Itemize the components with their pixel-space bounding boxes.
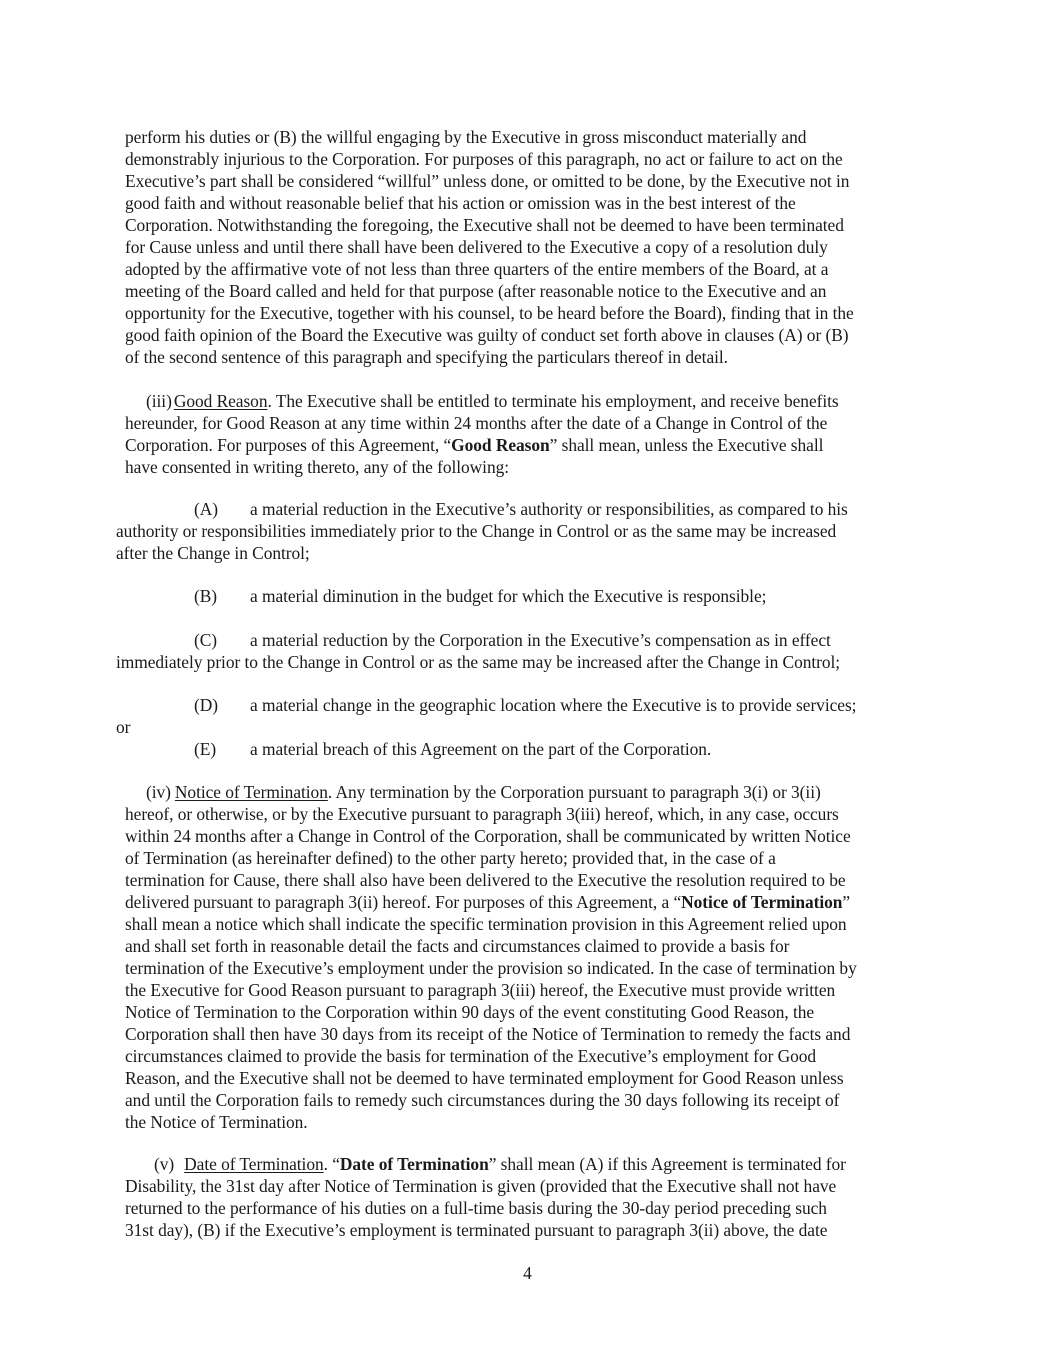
text-line: opportunity for the Executive, together with his counsel, to be heard before the Board), finding that in the: [125, 303, 854, 323]
text-span: . The Executive shall be entitled to terminate his employment, and receive benefits: [267, 391, 839, 411]
text-line: authority or responsibilities immediately prior to the Change in Control or as the same may be increased: [116, 521, 837, 541]
text-line: [146, 390, 839, 412]
text-line: termination of the Executive’s employment under the provision so indicated. In the case of termination by: [125, 958, 857, 978]
defined-term: Good Reason: [451, 435, 550, 455]
defined-term: Notice of Termination: [681, 892, 843, 912]
text-line: and until the Corporation fails to remedy such circumstances during the 30 days following its receipt of: [125, 1090, 840, 1110]
text-span: delivered pursuant to paragraph 3(ii) hereof. For purposes of this Agreement, a “: [125, 892, 682, 912]
text-line: Reason, and the Executive shall not be deemed to have terminated employment for Good Reason unless: [125, 1068, 844, 1088]
clause-label: (C): [194, 630, 218, 650]
text-line: good faith opinion of the Board the Executive was guilty of conduct set forth above in clauses (A) or (B): [125, 325, 849, 345]
clause-label: (A): [194, 499, 218, 519]
text-line: shall mean a notice which shall indicate the specific termination provision in this Agreement relied upon: [125, 914, 847, 934]
text-line: after the Change in Control;: [116, 543, 310, 563]
text-line: perform his duties or (B) the willful engaging by the Executive in gross misconduct materially and: [125, 127, 807, 147]
text-line: hereof, or otherwise, or by the Executive pursuant to paragraph 3(iii) hereof, which, in any case, occurs: [125, 804, 839, 824]
text-line: adopted by the affirmative vote of not less than three quarters of the entire members of the Board, at a: [125, 259, 829, 279]
text-line: the Executive for Good Reason pursuant to paragraph 3(iii) hereof, the Executive must provide written: [125, 980, 836, 1000]
section-number: (v): [154, 1154, 175, 1174]
text-line: [194, 498, 848, 520]
text-line: good faith and without reasonable belief that his action or omission was in the best interest of the: [125, 193, 796, 213]
text-line: [194, 738, 711, 760]
text-line: have consented in writing thereto, any of the following:: [125, 457, 510, 477]
text-line: returned to the performance of his duties on a full-time basis during the 30-day period preceding such: [125, 1198, 827, 1218]
text-span: a material reduction in the Executive’s authority or responsibilities, as compared to his: [250, 499, 848, 519]
text-line: [125, 891, 850, 913]
text-line: [154, 1153, 846, 1175]
clause-label: (B): [194, 586, 218, 606]
text-line: [125, 434, 823, 456]
text-line: hereunder, for Good Reason at any time within 24 months after the date of a Change in Control of the: [125, 413, 828, 433]
text-line: and shall set forth in reasonable detail the facts and circumstances claimed to provide a basis for: [125, 936, 790, 956]
text-line: of the second sentence of this paragraph and specifying the particulars thereof in detail.: [125, 347, 728, 367]
text-line: Corporation shall then have 30 days from its receipt of the Notice of Termination to remedy the facts and: [125, 1024, 851, 1044]
text-line: termination for Cause, there shall also have been delivered to the Executive the resolution required to be: [125, 870, 846, 890]
text-span: ” shall mean (A) if this Agreement is terminated for: [488, 1154, 846, 1174]
text-span: a material change in the geographic location where the Executive is to provide services;: [250, 695, 857, 715]
text-span: . “: [323, 1154, 340, 1174]
text-line: [194, 585, 766, 607]
text-line: Corporation. Notwithstanding the foregoing, the Executive shall not be deemed to have been terminated: [125, 215, 844, 235]
section-heading: Notice of Termination: [174, 782, 328, 802]
text-line: 31st day), (B) if the Executive’s employment is terminated pursuant to paragraph 3(ii) above, the date: [125, 1220, 828, 1240]
text-span: . Any termination by the Corporation pursuant to paragraph 3(i) or 3(ii): [327, 782, 821, 802]
text-line: meeting of the Board called and held for that purpose (after reasonable notice to the Executive and an: [125, 281, 827, 301]
text-line: of Termination (as hereinafter defined) to the other party hereto; provided that, in the case of a: [125, 848, 776, 868]
text-line: immediately prior to the Change in Control or as the same may be increased after the Change in Control;: [116, 652, 841, 672]
text-span: a material diminution in the budget for which the Executive is responsible;: [250, 586, 767, 606]
section-number: (iii): [146, 391, 172, 411]
section-number: (iv): [146, 782, 171, 802]
text-line: Disability, the 31st day after Notice of Termination is given (provided that the Executive shall not have: [125, 1176, 837, 1196]
text-line: demonstrably injurious to the Corporation. For purposes of this paragraph, no act or failure to act on the: [125, 149, 843, 169]
text-line: [194, 629, 831, 651]
text-line: within 24 months after a Change in Control of the Corporation, shall be communicated by written Notice: [125, 826, 851, 846]
section-heading: Date of Termination: [184, 1154, 324, 1174]
text-line: the Notice of Termination.: [125, 1112, 308, 1132]
text-line: for Cause unless and until there shall have been delivered to the Executive a copy of a resolution duly: [125, 237, 828, 257]
text-span: Corporation. For purposes of this Agreement, “: [125, 435, 452, 455]
section-heading: Good Reason: [173, 391, 268, 411]
text-line: Notice of Termination to the Corporation within 90 days of the event constituting Good Reason, the: [125, 1002, 815, 1022]
clause-label: (D): [194, 695, 218, 715]
text-span: a material breach of this Agreement on the part of the Corporation.: [250, 739, 712, 759]
text-line: Executive’s part shall be considered “willful” unless done, or omitted to be done, by the Executive not in: [125, 171, 850, 191]
text-line: [146, 781, 821, 803]
text-span: a material reduction by the Corporation in the Executive’s compensation as in effect: [250, 630, 831, 650]
text-line: or: [116, 717, 131, 737]
text-span: ” shall mean, unless the Executive shall: [549, 435, 824, 455]
defined-term: Date of Termination: [339, 1154, 489, 1174]
text-span: ”: [842, 892, 851, 912]
text-line: circumstances claimed to provide the basis for termination of the Executive’s employment for Good: [125, 1046, 817, 1066]
page-number: 4: [523, 1263, 532, 1283]
clause-label: (E): [194, 739, 217, 759]
text-line: [194, 694, 856, 716]
